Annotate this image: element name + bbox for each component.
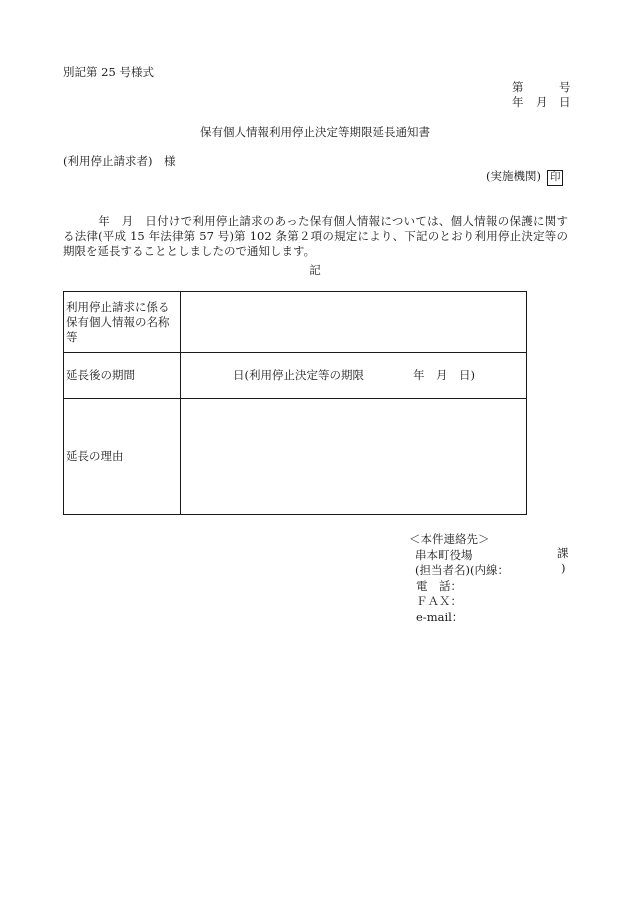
contact-header: ＜本件連絡先＞: [409, 532, 490, 546]
form-number: 別記第 25 号様式: [63, 65, 154, 79]
table-row: [64, 292, 527, 353]
extension-reason-value: [181, 399, 527, 515]
seal-mark: 印: [547, 170, 564, 186]
issuer-line: [486, 170, 563, 186]
doc-no-go: 号: [559, 80, 571, 94]
contact-block: [409, 532, 573, 625]
notice-body: 年 月 日付けで利用停止請求のあった保有個人情報については、個人情報の保護に関する法律(平成 15 年法律第 57 号)第 102 条第２項の規定により、下記のとおり利用停止決定等の期限を延長することとしましたので通知します。: [63, 214, 568, 258]
contact-person-close: ): [561, 561, 566, 575]
doc-no-dai: 第: [512, 80, 524, 94]
issuer-label: (実施機関): [486, 169, 541, 183]
contact-email: e-mail：: [416, 609, 464, 624]
info-name-label: 利用停止請求に係る保有個人情報の名称等: [64, 292, 181, 353]
extended-period-value: [181, 353, 527, 399]
table-row: [64, 399, 527, 515]
contact-phone: 電 話：: [416, 578, 462, 593]
extended-period-label: 延長後の期間: [64, 353, 181, 399]
contact-office: 串本町役場: [415, 547, 473, 562]
document-title: 保有個人情報利用停止決定等期限延長通知書: [200, 125, 430, 139]
period-deadline-text: 日(利用停止決定等の期限: [233, 368, 364, 382]
contact-fax: ＦＡＸ：: [416, 594, 462, 608]
extension-reason-label: 延長の理由: [64, 399, 181, 515]
details-table: [63, 291, 527, 515]
contact-section: 課: [557, 545, 569, 560]
contact-office-row: [413, 545, 573, 564]
date-month: 月: [536, 95, 548, 109]
info-name-value: [181, 292, 527, 353]
contact-person: (担当者名)(内線：: [415, 563, 509, 577]
contact-person-row: [413, 563, 573, 579]
table-row: [64, 353, 527, 399]
date-year: 年: [512, 95, 524, 109]
period-date-text: 年 月 日): [413, 368, 475, 382]
addressee: (利用停止請求者) 様: [63, 154, 176, 168]
date-day: 日: [559, 95, 571, 109]
ki-heading: 記: [309, 263, 321, 277]
